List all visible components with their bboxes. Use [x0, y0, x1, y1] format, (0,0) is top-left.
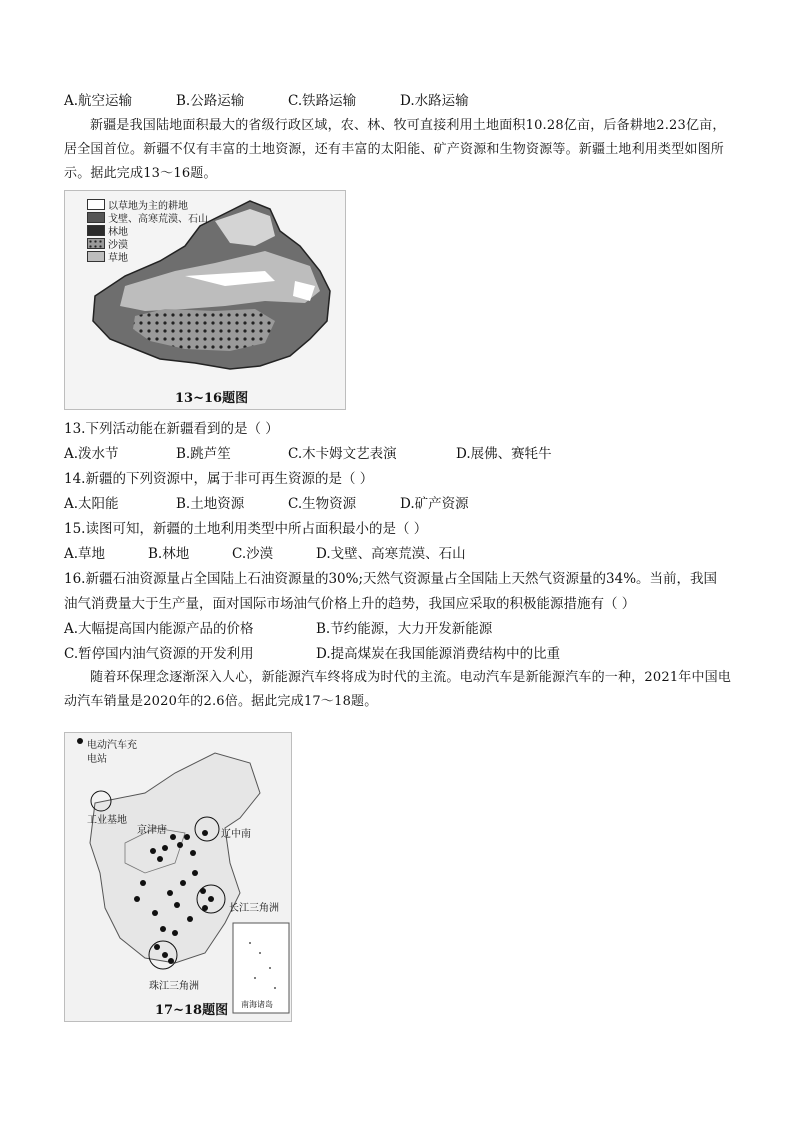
label-jingjintang: 京津唐 [137, 825, 167, 836]
q13-option-b: B.跳芦笙 [176, 446, 231, 462]
q16-stem-line1: 16.新疆石油资源量占全国陆上石油资源量的30%;天然气资源量占全国陆上天然气资源量的34%。当前，我国 [64, 571, 718, 587]
q16-option-d: D.提高煤炭在我国能源消费结构中的比重 [316, 646, 561, 662]
q13-option-a: A.泼水节 [64, 446, 119, 462]
q16-options-row1 [64, 620, 492, 638]
swatch-dotted [87, 238, 105, 249]
swatch-black [87, 225, 105, 236]
q14-option-a: A.太阳能 [64, 496, 119, 512]
swatch-white [87, 199, 105, 210]
q16-stem-line2: 油气消费量大于生产量，面对国际市场油气价格上升的趋势，我国应采取的积极能源措施有（ ） [64, 596, 636, 612]
q14-option-c: C.生物资源 [288, 496, 357, 512]
q13-options [64, 445, 552, 463]
q16-option-a: A.大幅提高国内能源产品的价格 [64, 621, 254, 637]
map1-caption: 13~16题图 [175, 391, 249, 406]
label-pearl-delta: 珠江三角洲 [149, 981, 199, 992]
q13-stem: 13.下列活动能在新疆看到的是（ ） [64, 421, 279, 437]
q14-option-b: B.土地资源 [176, 496, 245, 512]
q15-option-c: C.沙漠 [232, 546, 274, 562]
label-yangtze-delta: 长江三角洲 [229, 903, 279, 914]
map2-caption: 17~18题图 [155, 1003, 229, 1018]
q15-option-d: D.戈壁、高寒荒漠、石山 [316, 546, 466, 562]
q16-options-row2 [64, 645, 560, 663]
ev-charging-map [64, 732, 292, 1022]
q15-stem: 15.读图可知，新疆的土地利用类型中所占面积最小的是（ ） [64, 521, 428, 537]
intro-paragraph-2: 随着环保理念逐渐深入人心，新能源汽车终将成为时代的主流。电动汽车是新能源汽车的一种，2021年中国电动汽车销量是2020年的2.6倍。据此完成17～18题。 [64, 670, 732, 709]
q16-option-b: B.节约能源，大力开发新能源 [316, 621, 493, 637]
legend-charging-station: 电动汽车充电站 [87, 740, 137, 765]
q15-option-a: A.草地 [64, 546, 106, 562]
q14-stem: 14.新疆的下列资源中，属于非可再生资源的是（ ） [64, 471, 374, 487]
q14-options [64, 495, 469, 513]
legend-cropland: 以草地为主的耕地 [87, 197, 188, 212]
q12-option-b: B.公路运输 [176, 93, 245, 109]
q13-option-d: D.展佛、赛牦牛 [456, 446, 552, 462]
label-liaozhongnan: 辽中南 [221, 829, 251, 840]
xinjiang-land-use-map [64, 190, 346, 410]
legend-desert: 沙漠 [87, 236, 128, 251]
q15-option-b: B.林地 [148, 546, 190, 562]
q12-option-c: C.铁路运输 [288, 93, 357, 109]
intro-paragraph-1: 新疆是我国陆地面积最大的省级行政区域，农、林、牧可直接利用土地面积10.28亿亩，后备耕地2.23亿亩，居全国首位。新疆不仅有丰富的土地资源，还有丰富的太阳能、矿产资源和生物资源等。新疆土地利用类型如图所示。据此完成13～16题。 [64, 118, 726, 181]
q16-option-c: C.暂停国内油气资源的开发利用 [64, 646, 254, 662]
legend-grassland: 草地 [87, 249, 128, 264]
legend-gobi: 戈壁、高寒荒漠、石山 [87, 210, 208, 225]
swatch-dark [87, 212, 105, 223]
legend-forest: 林地 [87, 223, 128, 238]
q12-options [64, 92, 469, 110]
q14-option-d: D.矿产资源 [400, 496, 469, 512]
q12-option-d: D.水路运输 [400, 93, 469, 109]
legend-industrial-base: 工业基地 [87, 815, 127, 826]
q15-options [64, 545, 466, 563]
q12-option-a: A.航空运输 [64, 93, 133, 109]
swatch-grey [87, 251, 105, 262]
label-south-china-sea-islands: 南海诸岛 [241, 1000, 273, 1009]
q13-option-c: C.木卡姆文艺表演 [288, 446, 397, 462]
